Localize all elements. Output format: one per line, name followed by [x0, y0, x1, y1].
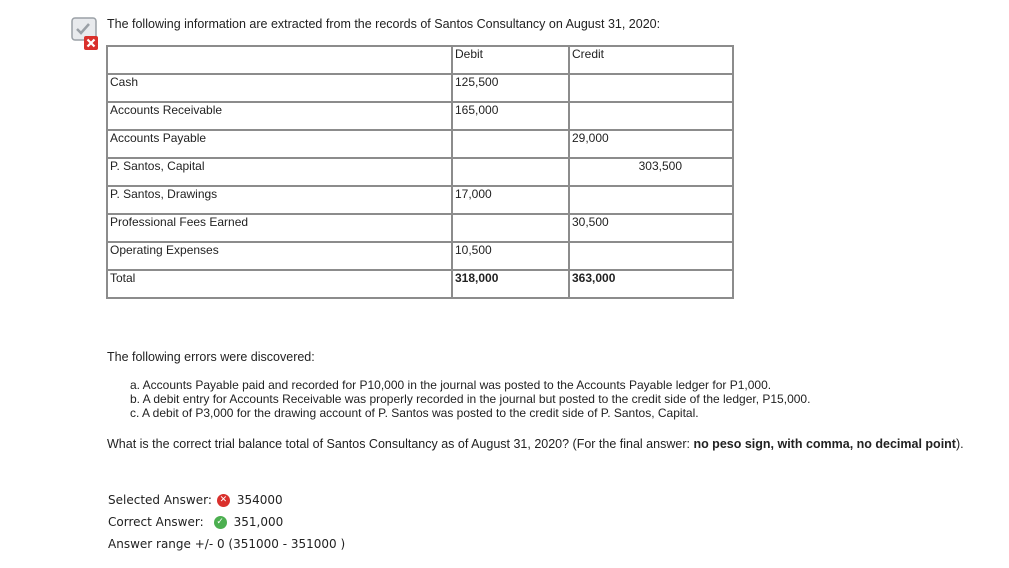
final-question-bold: no peso sign, with comma, no decimal point [693, 437, 956, 451]
correct-answer-label: Correct Answer: [108, 515, 204, 529]
table-row [107, 102, 733, 130]
credit-cell: 30,500 [569, 214, 733, 242]
credit-cell [569, 242, 733, 270]
question-text: The following information are extracted from the records of Santos Consultancy on August 31, 2020: [107, 17, 661, 31]
credit-cell: 29,000 [569, 130, 733, 158]
debit-cell: 165,000 [452, 102, 569, 130]
errors-title: The following errors were discovered: [107, 350, 315, 364]
table-row [107, 186, 733, 214]
credit-cell [569, 74, 733, 102]
credit-total-cell: 363,000 [569, 270, 733, 298]
debit-cell [452, 158, 569, 186]
debit-cell [452, 214, 569, 242]
selected-answer-value: 354000 [236, 493, 283, 507]
selected-answer-row [108, 489, 345, 511]
account-cell: Accounts Receivable [107, 102, 452, 130]
correct-answer-value: 351,000 [233, 515, 284, 529]
table-total-row [107, 270, 733, 298]
credit-cell [569, 186, 733, 214]
account-cell: P. Santos, Capital [107, 158, 452, 186]
account-cell: Accounts Payable [107, 130, 452, 158]
final-question-end: ). [955, 437, 964, 451]
table-header-row [107, 46, 733, 74]
header-account [107, 46, 452, 74]
list-item: a. Accounts Payable paid and recorded for P10,000 in the journal was posted to the Accounts Payable ledger for P1,000. [130, 378, 772, 392]
table-row [107, 242, 733, 270]
trial-balance-table [106, 45, 734, 299]
account-cell: Professional Fees Earned [107, 214, 452, 242]
account-cell: Total [107, 270, 452, 298]
debit-cell: 17,000 [452, 186, 569, 214]
table-row [107, 214, 733, 242]
final-question [107, 437, 987, 452]
errors-list [130, 378, 810, 420]
debit-total-cell: 318,000 [452, 270, 569, 298]
account-cell: Cash [107, 74, 452, 102]
header-debit: Debit [452, 46, 569, 74]
correct-answer-row [108, 511, 345, 533]
credit-cell: 303,500 [569, 158, 733, 186]
check-circle-icon: ✓ [214, 516, 227, 529]
x-circle-icon: ✕ [217, 494, 230, 507]
list-item: c. A debit of P3,000 for the drawing account of P. Santos was posted to the credit side of P. Santos, Capital. [130, 406, 699, 420]
final-question-text: What is the correct trial balance total of Santos Consultancy as of August 31, 2020? (For the final answer: [107, 437, 694, 451]
table-row [107, 130, 733, 158]
credit-cell [569, 102, 733, 130]
account-cell: P. Santos, Drawings [107, 186, 452, 214]
answer-range-row [108, 533, 345, 555]
answer-feedback [108, 489, 345, 555]
selected-answer-label: Selected Answer: [108, 493, 212, 507]
answer-range-text: Answer range +/- 0 (351000 - 351000 ) [108, 537, 346, 551]
debit-cell: 125,500 [452, 74, 569, 102]
header-credit: Credit [569, 46, 733, 74]
table-row [107, 74, 733, 102]
debit-cell [452, 130, 569, 158]
incorrect-status-icon [70, 16, 104, 52]
debit-cell: 10,500 [452, 242, 569, 270]
table-row [107, 158, 733, 186]
list-item: b. A debit entry for Accounts Receivable was properly recorded in the journal but posted to the credit side of the ledger, P15,000. [130, 392, 811, 406]
account-cell: Operating Expenses [107, 242, 452, 270]
